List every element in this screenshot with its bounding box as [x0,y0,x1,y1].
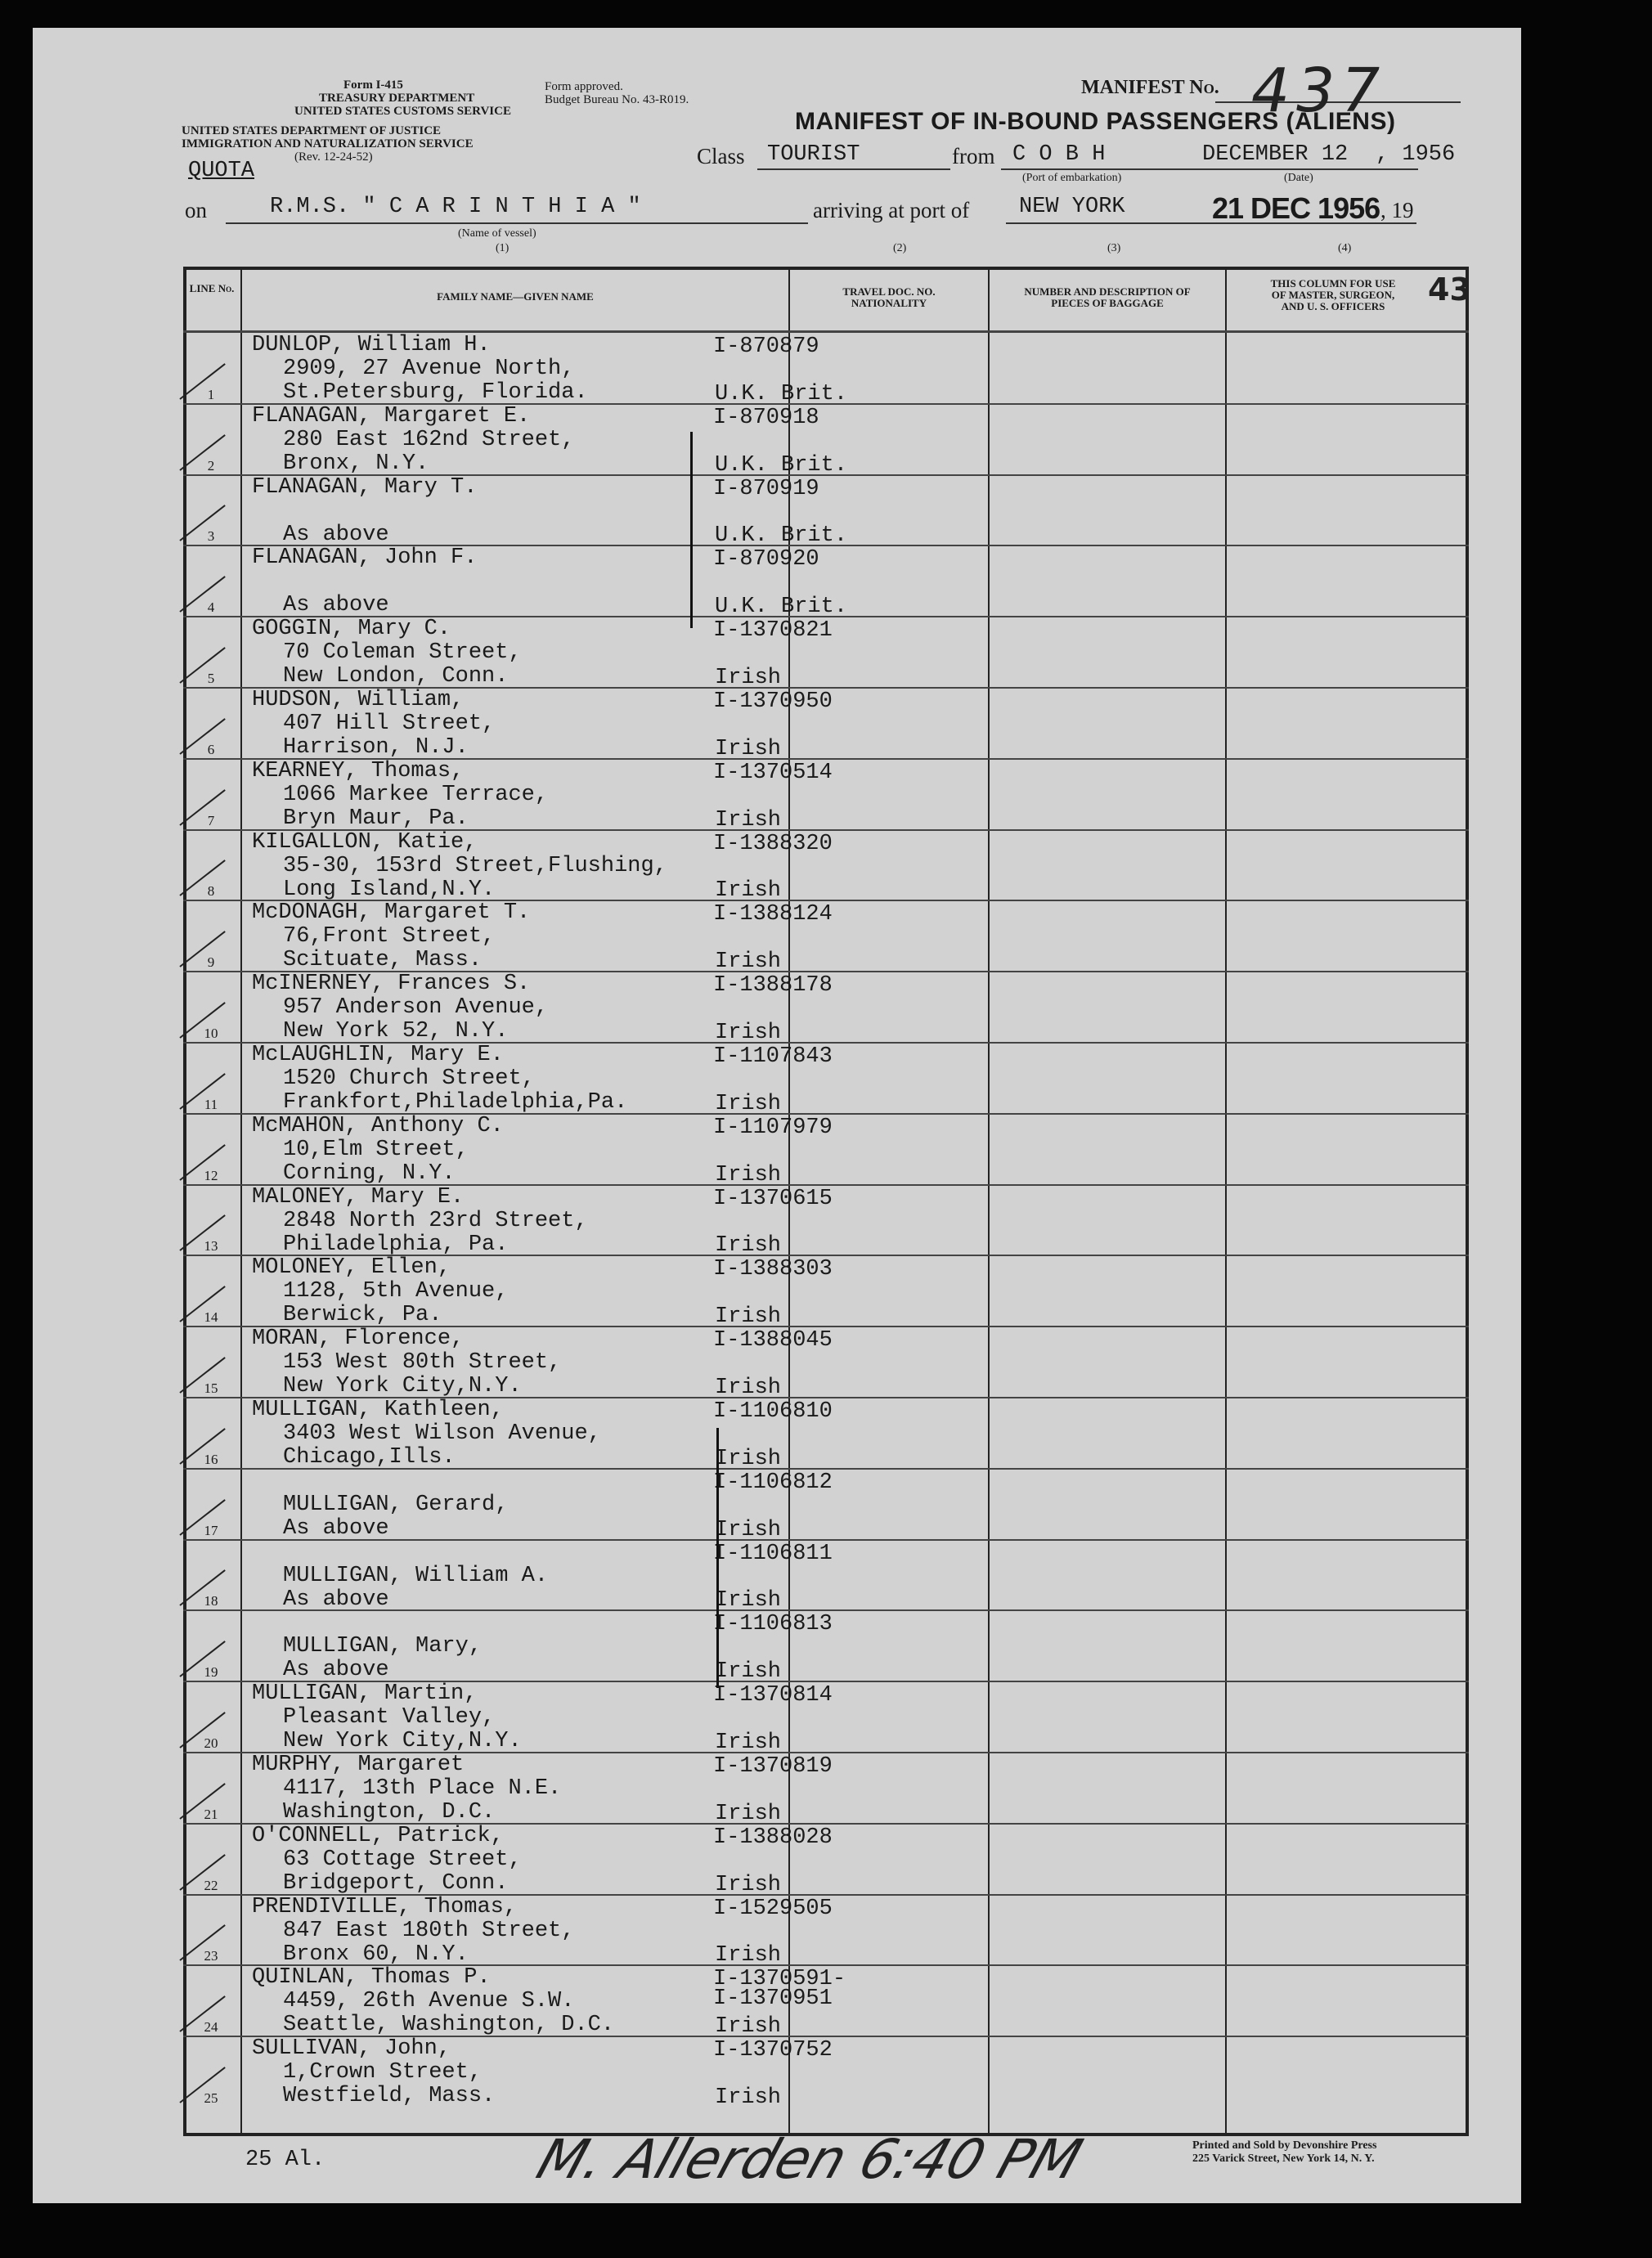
nationality: U.K. Brit. [715,452,848,478]
table-row [183,1115,1469,1186]
table-row [183,1398,1469,1470]
address-line-2: Bronx, N.Y. [283,451,429,476]
line-number: 13 [204,1238,218,1255]
travel-doc-number: I-1106810 [713,1399,833,1424]
row-divider [183,758,1469,760]
passenger-name-address [252,1115,504,1186]
passenger-name-address [252,901,530,972]
row-divider [183,1042,1469,1044]
passenger-name: KEARNEY, Thomas, [252,758,465,783]
row-divider [183,1894,1469,1896]
passenger-name-address [252,1825,522,1896]
address-line-2: New York City,N.Y. [283,1729,522,1754]
passenger-name: McINERNEY, Frances S. [252,972,531,997]
passenger-name: MULLIGAN, Martin, [252,1681,478,1707]
address-line-1: 3403 West Wilson Avenue, [283,1421,601,1446]
form-approved: Form approved. [545,80,623,93]
table-row [183,900,1469,975]
address-line-1: 10,Elm Street, [283,1137,469,1162]
address-line-1: MULLIGAN, Mary, [283,1634,483,1659]
row-divider [183,1255,1469,1256]
row-divider [183,1468,1469,1470]
row-divider [183,900,1469,901]
line-number: 7 [207,812,215,828]
line-number: 23 [204,1948,218,1964]
passenger-name-address [252,1398,601,1470]
nationality: Irish [715,2085,782,2110]
address-line-1: 1,Crown Street, [283,2060,483,2085]
on-label: on [185,198,207,222]
passenger-name-address [252,405,574,476]
travel-doc-number: I-1106811 [713,1541,833,1566]
address-line-1: 4117, 13th Place N.E. [283,1776,562,1801]
col-header-travel-doc: TRAVEL DOC. NO. NATIONALITY [842,285,936,309]
travel-doc-number: I-1370615 [713,1186,833,1211]
line-number: 15 [204,1380,218,1396]
passenger-name: GOGGIN, Mary C. [252,617,451,642]
line-number: 9 [207,954,215,971]
passenger-name-address [252,1470,508,1541]
col-number-2: (2) [893,242,907,254]
address-line-1: 1520 Church Street, [283,1066,535,1091]
departure-year: , 1956 [1376,142,1456,167]
passenger-name-address [252,1966,614,2037]
form-number: Form I-415 [343,79,403,92]
passenger-name: QUINLAN, Thomas P. [252,1965,491,1991]
manifest-page [33,28,1521,2203]
passenger-name: O'CONNELL, Patrick, [252,1823,504,1848]
budget-bureau: Budget Bureau No. 43-R019. [545,93,689,106]
passenger-name: SULLIVAN, John, [252,2036,451,2062]
manifest-number: 437 [1251,56,1387,126]
class-label: Class [697,144,745,168]
line-number: 22 [204,1877,218,1893]
address-line-1: 4459, 26th Avenue S.W. [283,1989,575,2014]
table-row [183,1611,1469,1685]
table-row [183,689,1469,760]
customs-service: UNITED STATES CUSTOMS SERVICE [294,105,511,118]
address-line-2: Seattle, Washington, D.C. [283,2013,615,2038]
vessel-underline [226,222,808,224]
row-divider [183,1113,1469,1115]
line-number: 21 [204,1806,218,1822]
address-line-2: New York 52, N.Y. [283,1019,509,1044]
nationality: Irish [715,1730,782,1755]
address-line-1: 2909, 27 Avenue North, [283,357,575,381]
table-row [183,1470,1469,1541]
address-line-2: Long Island,N.Y. [283,877,496,902]
address-line-1: 76,Front Street, [283,924,496,949]
arrival-port: NEW YORK [1019,195,1125,219]
row-divider [183,687,1469,689]
travel-doc-number: I-870920 [713,547,819,572]
line-number: 19 [204,1664,218,1681]
arrival-date-stamp: 21 DEC 1956 [1212,191,1380,225]
address-line-1 [252,570,477,594]
table-row [183,1541,1469,1612]
family-bracket-flanagan [690,432,693,628]
address-line-1: 957 Anderson Avenue, [283,995,549,1021]
col-header-line-no: LINE No. [189,282,235,294]
col-number-3: (3) [1107,242,1121,254]
table-row [183,1753,1469,1825]
table-row [183,334,1469,405]
treasury-department: TREASURY DEPARTMENT [319,92,475,105]
nationality: U.K. Brit. [715,523,848,549]
table-row [183,545,1469,620]
table-row [183,1327,1469,1398]
passenger-name-address [252,546,477,617]
nationality: Irish [715,1517,782,1542]
address-line-2: St.Petersburg, Florida. [283,380,588,405]
travel-doc-number: I-1107843 [713,1044,833,1069]
from-label: from [952,144,995,168]
passenger-name: PRENDIVILLE, Thomas, [252,1894,518,1919]
nationality: Irish [715,1375,782,1400]
port-caption: (Port of embarkation) [1022,172,1122,184]
passenger-name [252,1541,548,1564]
row-divider [183,1609,1469,1611]
vessel-col-number: (1) [496,242,510,254]
table-row [183,1965,1469,2040]
passenger-name-address [252,476,477,547]
address-line-1: 35-30, 153rd Street,Flushing, [283,853,667,878]
address-line-2: As above [283,1587,389,1612]
travel-doc-number: I-1388178 [713,973,833,999]
address-line-2: Westfield, Mass. [283,2084,496,2109]
address-line-1: 847 East 180th Street, [283,1918,575,1943]
passenger-name: KILGALLON, Katie, [252,829,478,855]
passenger-name: McMAHON, Anthony C. [252,1113,504,1138]
line-number: 1 [207,386,215,402]
address-line-2: As above [283,1658,389,1683]
nationality: Irish [715,1020,782,1045]
nationality: Irish [715,1162,782,1187]
passenger-name-address [252,689,495,760]
row-divider [183,1184,1469,1186]
address-line-2: Scituate, Mass. [283,948,483,973]
travel-doc-number: I-1370814 [713,1683,833,1708]
passenger-name-address [252,1611,482,1682]
passenger-name: McLAUGHLIN, Mary E. [252,1043,504,1067]
travel-doc-number: I-1370514 [713,760,833,785]
passenger-name [252,1470,508,1493]
passenger-name-address [252,760,548,831]
col-number-4: (4) [1338,242,1352,254]
line-number: 24 [204,2019,218,2036]
address-line-2: Chicago,Ills. [283,1445,456,1470]
nationality: Irish [715,949,782,975]
table-row [183,1896,1469,1967]
justice-department: UNITED STATES DEPARTMENT OF JUSTICE [182,124,442,137]
family-bracket-mulligan [716,1428,719,1688]
row-divider [183,474,1469,476]
nationality: Irish [715,807,782,833]
passenger-name: McDONAGH, Margaret T. [252,900,531,926]
row-divider [183,1326,1469,1327]
travel-doc-number: I-1388320 [713,831,833,856]
address-line-2: Harrison, N.J. [283,735,469,760]
row-divider [183,1823,1469,1825]
travel-doc-number: I-870919 [713,476,819,501]
passenger-name-address [252,1541,548,1612]
table-row [183,1825,1469,1896]
travel-doc-number: I-1106813 [713,1612,833,1637]
row-divider [183,616,1469,617]
address-line-2: As above [283,593,389,618]
address-line-1: MULLIGAN, William A. [283,1563,549,1588]
passenger-name [252,1611,482,1635]
table-row [183,972,1469,1044]
address-line-1: 407 Hill Street, [283,712,496,736]
passenger-name-address [252,1896,574,1967]
nationality: Irish [715,736,782,761]
address-line-1: 153 West 80th Street, [283,1350,562,1376]
nationality: Irish [715,1091,782,1116]
date-caption: (Date) [1284,172,1313,184]
table-row [183,1255,1469,1330]
travel-doc-number: I-1388124 [713,902,833,927]
alien-count: 25 Al. [245,2148,325,2172]
nationality: Irish [715,878,782,904]
address-line-2: Berwick, Pa. [283,1303,442,1328]
nationality: Irish [715,1872,782,1897]
line-number: 14 [204,1309,218,1326]
address-line-1: Pleasant Valley, [283,1705,496,1731]
travel-doc-number: I-870918 [713,405,819,430]
nationality: U.K. Brit. [715,381,848,406]
travel-doc-number: I-1370819 [713,1754,833,1779]
line-number: 12 [204,1167,218,1183]
passenger-name-address [252,2037,495,2108]
travel-doc-number: I-1529505 [713,1896,833,1921]
address-line-2: Philadelphia, Pa. [283,1232,509,1257]
row-divider [183,1397,1469,1398]
line-number: 16 [204,1451,218,1467]
nationality: Irish [715,1446,782,1471]
passenger-name-address [252,1186,588,1257]
row-divider [183,2036,1469,2037]
row-divider [183,1964,1469,1966]
nationality: Irish [715,1801,782,1826]
address-line-2: New York City,N.Y. [283,1374,522,1399]
port-of-embarkation: C O B H [1012,142,1106,167]
passenger-name-address [252,1753,561,1825]
arriving-label: arriving at port of [813,198,970,222]
address-line-2: New London, Conn. [283,664,509,689]
travel-doc-number: I-1107979 [713,1115,833,1140]
nationality: Irish [715,1943,782,1968]
col-header-name: FAMILY NAME—GIVEN NAME [437,290,594,303]
printer-line-2: 225 Varick Street, New York 14, N. Y. [1192,2153,1375,2165]
travel-doc-number: I-1370752 [713,2038,833,2063]
line-number: 6 [207,741,215,757]
arrival-year-suffix: , 19 [1380,198,1414,222]
address-line-1: 70 Coleman Street, [283,640,522,666]
travel-doc-number: I-1106812 [713,1470,833,1495]
nationality: Irish [715,1659,782,1685]
quota-label: QUOTA [188,159,255,183]
address-line-1: 1066 Markee Terrace, [283,782,549,807]
address-line-1: 63 Cottage Street, [283,1847,522,1872]
address-line-1: MULLIGAN, Gerard, [283,1492,509,1517]
passenger-name: FLANAGAN, Mary T. [252,474,478,500]
line-number: 20 [204,1735,218,1751]
sheet-count: 43 [1428,272,1471,308]
line-number: 18 [204,1593,218,1609]
revision: (Rev. 12-24-52) [294,150,373,164]
col-header-baggage: NUMBER AND DESCRIPTION OF PIECES OF BAGGAGE [1024,285,1191,309]
nationality: U.K. Brit. [715,595,848,620]
table-row [183,405,1469,476]
row-divider [183,545,1469,546]
address-line-2: As above [283,522,389,547]
address-line-2: Washington, D.C. [283,1800,496,1825]
address-line-1 [252,500,477,523]
line-number: 4 [207,599,215,616]
nationality: Irish [715,1233,782,1259]
nationality: Irish [715,1304,782,1330]
table-row [183,476,1469,547]
from-underline [1001,168,1418,170]
address-line-2: As above [283,1515,389,1541]
manifest-label: MANIFEST No. [1081,77,1219,98]
address-line-1: 280 East 162nd Street, [283,427,575,452]
row-divider [183,971,1469,972]
line-number: 8 [207,883,215,900]
passenger-name: HUDSON, William, [252,688,465,712]
line-number: 17 [204,1522,218,1538]
line-number: 10 [204,1025,218,1041]
travel-doc-number: I-1370591- I-1370951 [713,1967,846,2012]
departure-date: DECEMBER 12 [1202,142,1349,167]
line-number: 25 [204,2090,218,2106]
passenger-name: FLANAGAN, Margaret E. [252,403,531,429]
row-divider [183,1681,1469,1682]
passenger-name: FLANAGAN, John F. [252,545,478,571]
passenger-name-address [252,831,667,902]
address-line-1: 2848 North 23rd Street, [283,1208,588,1233]
officer-signature: M. Allerden 6:40 PM [529,2128,1090,2191]
line-number: 5 [207,670,215,686]
nationality: Irish [715,2014,782,2040]
travel-doc-number: I-1370821 [713,618,833,644]
table-row [183,1044,1469,1115]
passenger-name-address [252,617,522,689]
nationality: Irish [715,1588,782,1614]
row-divider [183,1539,1469,1541]
table-row [183,617,1469,689]
travel-doc-number: I-1388303 [713,1257,833,1282]
address-line-2: Bronx 60, N.Y. [283,1942,469,1967]
travel-doc-number: I-1370950 [713,689,833,714]
row-divider [183,829,1469,831]
passenger-name: MULLIGAN, Kathleen, [252,1398,504,1422]
vessel-name: R.M.S. " C A R I N T H I A " [270,195,641,219]
address-line-2: Bryn Maur, Pa. [283,806,469,831]
passenger-name: DUNLOP, William H. [252,333,491,357]
table-row [183,1186,1469,1257]
printer-line-1: Printed and Sold by Devonshire Press [1192,2139,1377,2152]
row-divider [183,403,1469,405]
table-row [183,1682,1469,1753]
line-number: 3 [207,528,215,545]
line-number: 2 [207,457,215,474]
passenger-name-address [252,1044,627,1115]
class-underline [757,168,950,170]
passenger-name-address [252,334,588,405]
travel-doc-number: I-870879 [713,334,819,359]
vessel-caption: (Name of vessel) [458,227,536,240]
passenger-name: MURPHY, Margaret [252,1753,465,1777]
manifest-title: MANIFEST OF IN-BOUND PASSENGERS (ALIENS) [795,108,1396,135]
table-row [183,831,1469,902]
passenger-name-address [252,1682,522,1753]
line-number: 11 [204,1096,218,1112]
travel-doc-number: I-1388045 [713,1328,833,1353]
passenger-name-address [252,1327,561,1398]
nationality: Irish [715,665,782,690]
passenger-name: MALONEY, Mary E. [252,1184,465,1210]
col-header-officers: THIS COLUMN FOR USE OF MASTER, SURGEON, AND U. S. OFFICERS [1270,277,1396,312]
row-divider [183,1752,1469,1753]
address-line-2: Bridgeport, Conn. [283,1870,509,1896]
address-line-2: Corning, N.Y. [283,1160,456,1186]
passenger-name: MOLONEY, Ellen, [252,1255,451,1281]
class-value: TOURIST [767,142,860,167]
table-row [183,2037,1469,2108]
passenger-name-address [252,1256,508,1327]
travel-doc-number: I-1388028 [713,1825,833,1850]
passenger-name: MORAN, Florence, [252,1327,465,1352]
address-line-2: Frankfort,Philadelphia,Pa. [283,1090,628,1115]
address-line-1: 1128, 5th Avenue, [283,1279,509,1304]
ins-service: IMMIGRATION AND NATURALIZATION SERVICE [182,137,474,150]
passenger-name-address [252,972,548,1044]
table-row [183,760,1469,831]
